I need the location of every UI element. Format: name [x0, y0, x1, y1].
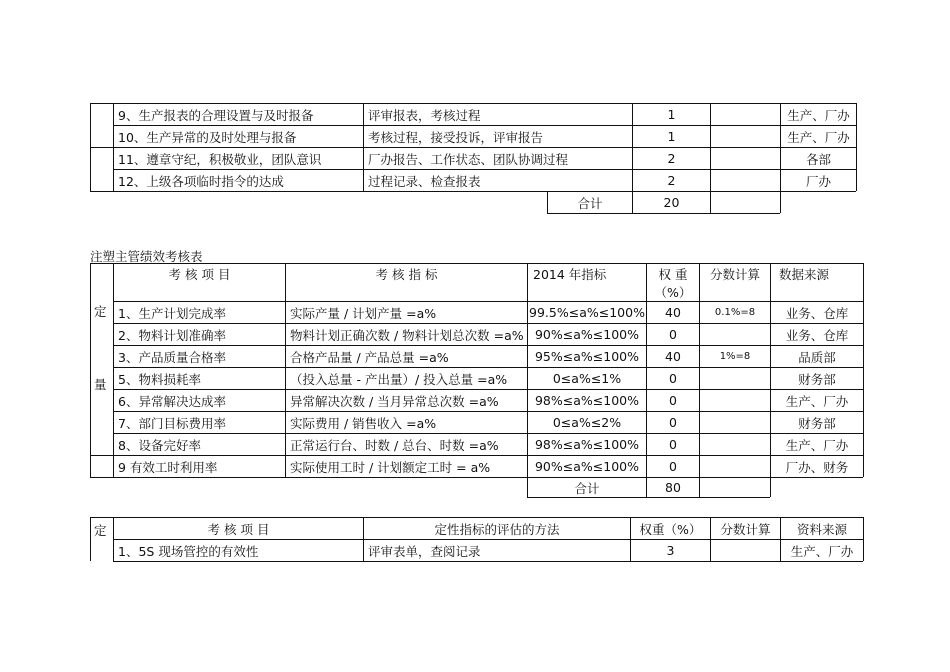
table-row-score: 0.1%=8	[714, 307, 756, 318]
table-row-indicator: 物料计划正确次数 / 物料计划总次数 =a%	[290, 327, 524, 343]
table-row-weight: 40	[665, 349, 681, 364]
table-row-source: 厂办、财务	[785, 459, 849, 475]
table-row-method: 评审表单，查阅记录	[368, 543, 481, 559]
table-row-target: 95%≤a%≤100%	[534, 349, 639, 364]
header-source: 数据来源	[779, 266, 830, 282]
header-weight: 权重（%）	[639, 521, 702, 537]
header-item: 考 核 项 目	[168, 266, 231, 282]
table-row-score	[700, 456, 770, 477]
table-row-weight: 0	[669, 371, 677, 386]
table-row-item: 7、部门目标费用率	[118, 415, 226, 431]
table-row-item: 12、上级各项临时指令的达成	[118, 173, 284, 189]
header-method: 定性指标的评估的方法	[434, 521, 560, 537]
table-row-method: 过程记录、检查报表	[368, 173, 481, 189]
table-row-score	[700, 412, 770, 433]
header-weight-unit: （%）	[654, 284, 692, 300]
table-row-weight: 0	[669, 415, 677, 430]
total-label: 合计	[574, 480, 600, 496]
table-row-source: 业务、仓库	[785, 305, 849, 321]
table-row-score	[700, 390, 770, 411]
table-row-target: 98%≤a%≤100%	[534, 393, 639, 408]
table-row-item: 1、5S 现场管控的有效性	[118, 543, 259, 559]
table-row-score	[700, 368, 770, 389]
header-item: 考 核 项 目	[207, 521, 270, 537]
table-row-score: 1%=8	[719, 351, 751, 362]
table-row-source: 生产、厂办	[790, 543, 854, 559]
table-row-source: 生产、厂办	[785, 437, 849, 453]
table-row-item: 8、设备完好率	[118, 437, 201, 453]
table-row-indicator: 正常运行台、时数 / 总台、时数 =a%	[290, 437, 499, 453]
table-row-item: 9 有效工时利用率	[118, 459, 218, 475]
table-row-method: 考核过程，接受投诉，评审报告	[368, 129, 544, 145]
table-row-weight: 40	[665, 305, 681, 320]
total-value: 80	[665, 480, 681, 495]
table-row-indicator: （投入总量 - 产出量）/ 投入总量 =a%	[290, 371, 508, 387]
table-row-indicator: 实际费用 / 销售收入 =a%	[290, 415, 437, 431]
table-row-source: 各部	[805, 151, 831, 167]
side-label: 定	[94, 523, 107, 538]
table-row-source: 生产、厂办	[787, 129, 850, 145]
table-row-weight: 2	[667, 173, 676, 188]
table-row-weight: 0	[669, 459, 677, 474]
table-row-item: 6、异常解决达成率	[118, 393, 226, 409]
table-row-weight: 2	[667, 151, 676, 166]
table-row-item: 2、物料计划准确率	[118, 327, 226, 343]
header-source: 资料来源	[796, 521, 847, 537]
table-row-source: 业务、仓库	[785, 327, 849, 343]
table-row-indicator: 异常解决次数 / 当月异常总次数 =a%	[290, 393, 499, 409]
total-value: 20	[663, 195, 680, 210]
table-row-target: 90%≤a%≤100%	[534, 327, 639, 342]
table-row-item: 1、生产计划完成率	[118, 305, 226, 321]
table-row-target: 98%≤a%≤100%	[534, 437, 639, 452]
table-row-weight: 0	[669, 437, 677, 452]
table-row-weight: 3	[666, 543, 675, 558]
table-row-source: 生产、厂办	[787, 107, 850, 123]
table-row-item: 9、生产报表的合理设置与及时报备	[118, 107, 314, 123]
table-row-item: 10、生产异常的及时处理与报备	[118, 129, 297, 145]
table-row-item: 5、物料损耗率	[118, 371, 201, 387]
table-row-target: 99.5%≤a%≤100%	[529, 305, 645, 320]
table-row-score	[711, 540, 780, 561]
side-label-top: 定	[94, 304, 107, 319]
table-row-score	[700, 434, 770, 455]
header-score: 分数计算	[709, 266, 760, 282]
table-row-target: 0≤a%≤1%	[552, 371, 622, 386]
table-row-score	[700, 324, 770, 345]
table-row-weight: 0	[669, 327, 677, 342]
total-label: 合计	[577, 195, 603, 211]
table-row-source: 财务部	[798, 371, 836, 387]
table-row-source: 厂办	[805, 173, 831, 189]
table-row-indicator: 合格产品量 / 产品总量 =a%	[290, 349, 449, 365]
table-title: 注塑主管绩效考核表	[90, 249, 203, 264]
table-row-target: 90%≤a%≤100%	[534, 459, 639, 474]
table-row-source: 品质部	[798, 349, 836, 365]
header-weight: 权 重	[658, 266, 688, 282]
side-label-bottom: 量	[94, 377, 107, 392]
table-row-indicator: 实际产量 / 计划产量 =a%	[290, 305, 437, 321]
table-row-target: 0≤a%≤2%	[552, 415, 622, 430]
table-row-indicator: 实际使用工时 / 计划额定工时 = a%	[290, 459, 491, 475]
header-target: 2014 年指标	[533, 266, 607, 282]
table-row-source: 财务部	[798, 415, 836, 431]
table-row-method: 厂办报告、工作状态、团队协调过程	[368, 151, 569, 167]
header-indicator: 考 核 指 标	[375, 266, 438, 282]
table-row-method: 评审报表，考核过程	[368, 107, 481, 123]
table-row-item: 11、遵章守纪，积极敬业，团队意识	[118, 151, 322, 167]
table-row-weight: 1	[667, 129, 676, 144]
table-row-weight: 1	[667, 107, 676, 122]
table-row-weight: 0	[669, 393, 677, 408]
header-score: 分数计算	[720, 521, 771, 537]
table-row-source: 生产、厂办	[785, 393, 849, 409]
table-row-item: 3、产品质量合格率	[118, 349, 226, 365]
